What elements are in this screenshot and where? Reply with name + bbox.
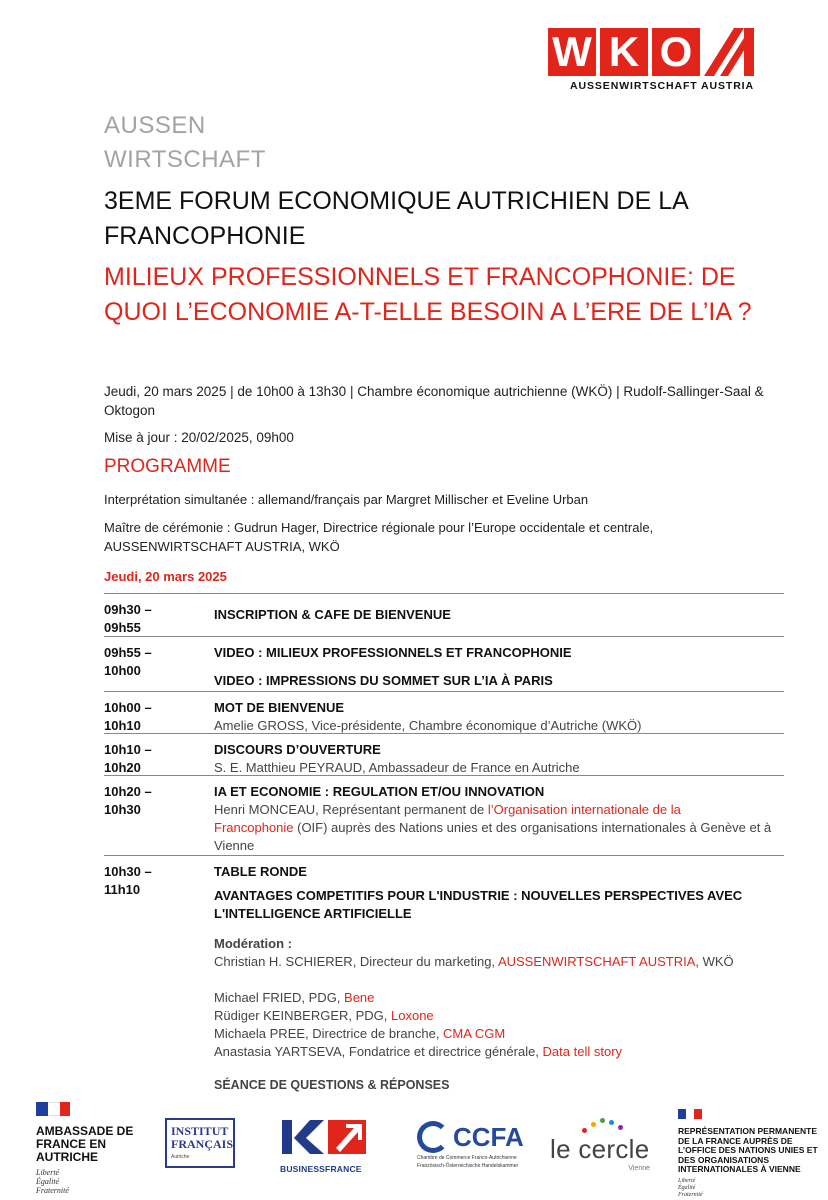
moderation-label: Modération : xyxy=(214,936,292,951)
moderator: Christian H. SCHIERER, Directeur du marketing, AUSSENWIRTSCHAFT AUSTRIA, WKÖ xyxy=(214,954,734,969)
programme-heading: PROGRAMME xyxy=(104,456,231,477)
agenda-title-2: AVANTAGES COMPETITIFS POUR L'INDUSTRIE : NOUVELLES PERSPECTIVES AVEC L'INTELLIGENCE ARTIFICIELLE xyxy=(214,888,743,921)
master-of-ceremony: Maître de cérémonie : Gudrun Hager, Directrice régionale pour l’Europe occidentale et centrale, AUSSENWIRTSCHAFT AUSTRIA, WKÖ xyxy=(104,520,654,554)
ambassade-logo: AMBASSADE DE FRANCE EN AUTRICHE Liberté Égalité Fraternité xyxy=(36,1102,146,1195)
page-subtitle: MILIEUX PROFESSIONNELS ET FRANCOPHONIE: DE QUOI L’ECONOMIE A-T-ELLE BESOIN A L’ERE DE L’IA ? xyxy=(104,263,752,326)
agenda-time: 10h20 – 10h30 xyxy=(104,784,152,817)
oif-link[interactable]: l’Organisation internationale de la xyxy=(487,802,681,817)
ccfa-mark-icon xyxy=(417,1121,449,1153)
agenda-time: 10h10 – 10h20 xyxy=(104,742,152,775)
data-tell-story-link[interactable]: Data tell story xyxy=(542,1044,623,1059)
day-heading: Jeudi, 20 mars 2025 xyxy=(104,569,227,584)
agenda-row xyxy=(104,855,784,1093)
qa-session: SÉANCE DE QUESTIONS & RÉPONSES xyxy=(214,1078,450,1092)
partner-logos xyxy=(0,1096,828,1200)
aussenwirtschaft-link[interactable]: AUSSENWIRTSCHAFT AUSTRIA xyxy=(497,954,696,969)
wko-letter-k: K xyxy=(600,28,648,76)
wko-letter-o: O xyxy=(652,28,700,76)
businessfrance-logo: BUSINESSFRANCE xyxy=(280,1118,370,1174)
le-cercle-logo: le cercle Vienne xyxy=(550,1122,660,1172)
wko-arrow-mark xyxy=(704,28,754,76)
agenda-title: INSCRIPTION & CAFE DE BIENVENUE xyxy=(214,607,451,622)
agenda-row xyxy=(104,636,784,691)
event-info: Jeudi, 20 mars 2025 | de 10h00 à 13h30 | Chambre économique autrichienne (WKÖ) | Rudolf-Sallinger-Saal & Oktogon xyxy=(104,384,764,418)
agenda-title: IA ET ECONOMIE : REGULATION ET/OU INNOVATION xyxy=(214,784,545,799)
cma-cgm-link[interactable]: CMA CGM xyxy=(443,1026,506,1041)
panelist: Michaela PREE, Directrice de branche, CMA CGM xyxy=(214,1026,506,1041)
oif-link-cont[interactable]: Francophonie xyxy=(214,820,294,835)
header-grey-line-1: AUSSEN xyxy=(104,112,206,139)
loxone-link[interactable]: Loxone xyxy=(391,1008,434,1023)
panel-list xyxy=(214,989,784,1061)
agenda-row xyxy=(104,691,784,733)
businessfrance-mark-icon xyxy=(280,1118,368,1156)
agenda-speaker: S. E. Matthieu PEYRAUD, Ambassadeur de France en Autriche xyxy=(214,760,580,775)
page-title: 3EME FORUM ECONOMIQUE AUTRICHIEN DE LA FRANCOPHONIE xyxy=(104,187,688,250)
agenda-time: 10h30 – 11h10 xyxy=(104,864,152,897)
agenda-time: 09h55 – 10h00 xyxy=(104,645,152,678)
agenda-title: VIDEO : MILIEUX PROFESSIONNELS ET FRANCOPHONIE xyxy=(214,645,572,660)
bene-link[interactable]: Bene xyxy=(344,990,375,1005)
representation-logo: REPRÉSENTATION PERMANENTE DE LA FRANCE AUPRÈS DE L’OFFICE DES NATIONS UNIES ET DES ORGANISATIONS INTERNATIONALES À VIENNE Liberté Égalité Fraternité xyxy=(678,1106,828,1199)
agenda-title: DISCOURS D’OUVERTURE xyxy=(214,742,381,757)
header-grey-line-2: WIRTSCHAFT xyxy=(104,146,266,173)
agenda-row xyxy=(104,733,784,775)
interpretation-info: Interprétation simultanée : allemand/français par Margret Millischer et Eveline Urban xyxy=(104,492,589,507)
agenda-row xyxy=(104,593,784,636)
wko-letter-w: W xyxy=(548,28,596,76)
agenda-title: MOT DE BIENVENUE xyxy=(214,700,345,715)
agenda-time: 10h00 – 10h10 xyxy=(104,700,152,733)
agenda-title-2: VIDEO : IMPRESSIONS DU SOMMET SUR L’IA À PARIS xyxy=(214,673,553,688)
agenda-title: TABLE RONDE xyxy=(214,864,307,879)
french-flag-icon xyxy=(36,1102,70,1116)
agenda-speaker: Amelie GROSS, Vice-présidente, Chambre économique d’Autriche (WKÖ) xyxy=(214,718,642,733)
french-flag-icon xyxy=(678,1109,702,1119)
wko-logo xyxy=(548,24,754,96)
agenda-row xyxy=(104,775,784,855)
wko-subtitle: AUSSENWIRTSCHAFT AUSTRIA xyxy=(570,80,754,92)
agenda-speaker: Henri MONCEAU, Représentant permanent de l’Organisation internationale de la Francophonie (OIF) auprès des Nations unies et des organisations internationales à Genève et à Vienne xyxy=(214,802,772,853)
panelist: Anastasia YARTSEVA, Fondatrice et directrice générale, Data tell story xyxy=(214,1044,623,1059)
panelist: Rüdiger KEINBERGER, PDG, Loxone xyxy=(214,1008,434,1023)
ccfa-logo: CCFA Chambre de Commerce Franco-Autrichienne Französisch-Österreichische Handelskammer xyxy=(417,1121,524,1169)
update-date: Mise à jour : 20/02/2025, 09h00 xyxy=(104,430,294,445)
panelist: Michael FRIED, PDG, Bene xyxy=(214,990,375,1005)
agenda-time: 09h30 – 09h55 xyxy=(104,602,152,635)
institut-francais-logo: INSTITUT FRANÇAIS Autriche xyxy=(165,1118,235,1168)
agenda-table xyxy=(104,593,784,1093)
dots-icon xyxy=(582,1118,642,1138)
